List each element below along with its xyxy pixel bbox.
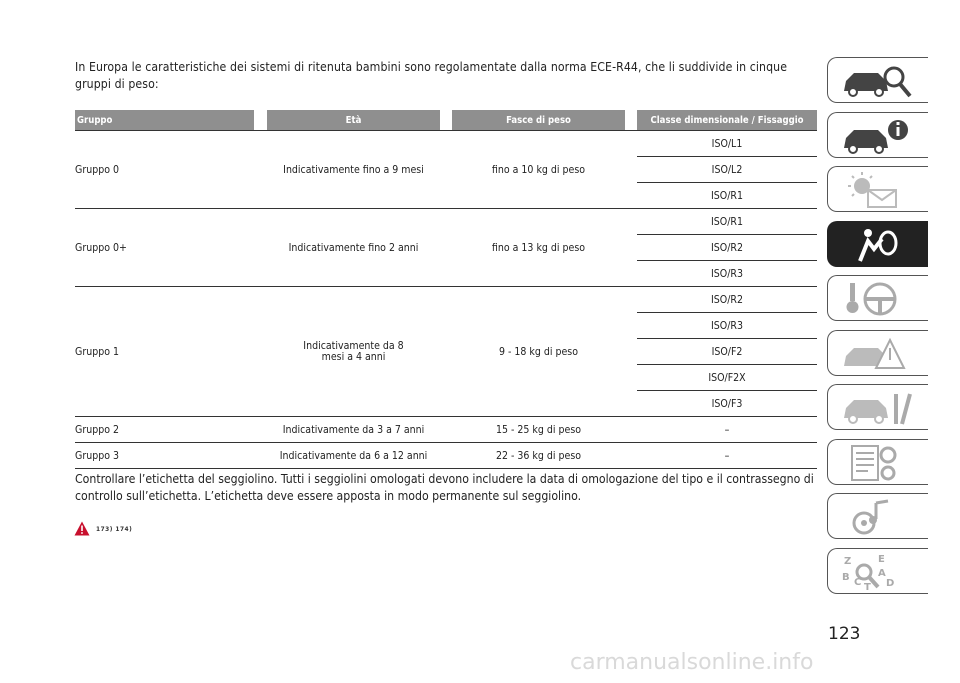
header-gruppo: Gruppo xyxy=(75,110,254,131)
header-classe: Classe dimensionale / Fissaggio xyxy=(637,110,817,131)
key-steering-wheel-icon xyxy=(838,279,918,319)
svg-text:E: E xyxy=(878,553,885,565)
cell-eta: Indicativamente da 6 a 12 anni xyxy=(267,443,440,469)
cell-classe: ISO/F2 xyxy=(637,339,817,365)
svg-text:Z: Z xyxy=(844,555,852,567)
intro-paragraph: In Europa le caratteristiche dei sistemi di ritenuta bambini sono regolamentate dalla norma ECE-R44, che li suddivide in cinque gruppi di peso: xyxy=(75,60,788,91)
chapter-tab-multimedia[interactable] xyxy=(827,493,928,539)
cell-gruppo: Gruppo 0 xyxy=(75,131,254,209)
svg-text:T: T xyxy=(864,581,871,592)
cell-classe: ISO/F2X xyxy=(637,365,817,391)
cell-classe: ISO/R1 xyxy=(637,183,817,209)
chapter-tab-technical-data[interactable] xyxy=(827,439,928,485)
warning-refs-text[interactable]: 173) 174) xyxy=(96,524,133,533)
cell-peso: 22 - 36 kg di peso xyxy=(452,443,625,469)
warning-icon xyxy=(74,521,90,536)
cell-peso: 9 - 18 kg di peso xyxy=(452,287,625,417)
svg-text:B: B xyxy=(842,571,850,583)
cell-eta: Indicativamente da 8 mesi a 4 anni xyxy=(267,287,440,417)
cell-peso: fino a 10 kg di peso xyxy=(452,131,625,209)
chapter-sidebar xyxy=(827,57,928,602)
car-emergency-icon xyxy=(838,334,918,374)
car-info-icon xyxy=(838,116,918,156)
multimedia-icon xyxy=(838,497,918,537)
chapter-tab-car-search[interactable] xyxy=(827,57,928,103)
svg-text:D: D xyxy=(886,577,895,589)
cell-eta: Indicativamente fino 2 anni xyxy=(267,209,440,287)
car-maintenance-icon xyxy=(838,388,918,428)
cell-classe: ISO/F3 xyxy=(637,391,817,417)
technical-data-icon xyxy=(838,443,918,483)
cell-eta: Indicativamente fino a 9 mesi xyxy=(267,131,440,209)
warning-references[interactable] xyxy=(74,521,132,536)
header-eta: Età xyxy=(267,110,440,131)
cell-classe: ISO/R2 xyxy=(637,235,817,261)
chapter-tab-emergency[interactable] xyxy=(827,330,928,376)
table-header-row xyxy=(75,110,817,131)
cell-classe: ISO/R2 xyxy=(637,287,817,313)
cell-classe: ISO/L1 xyxy=(637,131,817,157)
child-restraint-table xyxy=(75,110,817,469)
svg-text:A: A xyxy=(878,567,886,579)
chapter-tab-starting[interactable] xyxy=(827,275,928,321)
cell-gruppo: Gruppo 3 xyxy=(75,443,254,469)
car-search-icon xyxy=(838,61,918,101)
svg-text:C: C xyxy=(854,576,862,588)
cell-classe: – xyxy=(637,417,817,443)
table-row xyxy=(75,209,817,235)
watermark: carmanualsonline.info xyxy=(570,650,814,675)
chapter-tab-warning-lights[interactable] xyxy=(827,166,928,212)
cell-classe: ISO/R1 xyxy=(637,209,817,235)
table-row xyxy=(75,417,817,443)
cell-classe: ISO/R3 xyxy=(637,313,817,339)
table-row xyxy=(75,131,817,157)
airbag-seat-safety-icon xyxy=(838,225,918,265)
chapter-tab-maintenance[interactable] xyxy=(827,384,928,430)
cell-peso: 15 - 25 kg di peso xyxy=(452,417,625,443)
chapter-tab-safety[interactable] xyxy=(827,221,928,267)
cell-peso: fino a 13 kg di peso xyxy=(452,209,625,287)
chapter-tab-index[interactable] xyxy=(827,548,928,594)
outro-paragraph: Controllare l’etichetta del seggiolino. Tutti i seggiolini omologati devono includere la data di omologazione del tipo e il contrassegno di controllo sull’etichetta. L’etichetta deve essere apposta in modo permanente sul seggiolino. xyxy=(75,472,814,503)
cell-classe: – xyxy=(637,443,817,469)
chapter-tab-car-info[interactable] xyxy=(827,112,928,158)
cell-gruppo: Gruppo 2 xyxy=(75,417,254,443)
table-row xyxy=(75,443,817,469)
cell-gruppo: Gruppo 1 xyxy=(75,287,254,417)
cell-classe: ISO/R3 xyxy=(637,261,817,287)
cell-classe: ISO/L2 xyxy=(637,157,817,183)
warning-lights-message-icon xyxy=(838,170,918,210)
cell-eta: Indicativamente da 3 a 7 anni xyxy=(267,417,440,443)
index-search-icon xyxy=(838,552,918,592)
table-row xyxy=(75,287,817,313)
cell-gruppo: Gruppo 0+ xyxy=(75,209,254,287)
page-number: 123 xyxy=(828,624,861,644)
header-peso: Fasce di peso xyxy=(452,110,625,131)
